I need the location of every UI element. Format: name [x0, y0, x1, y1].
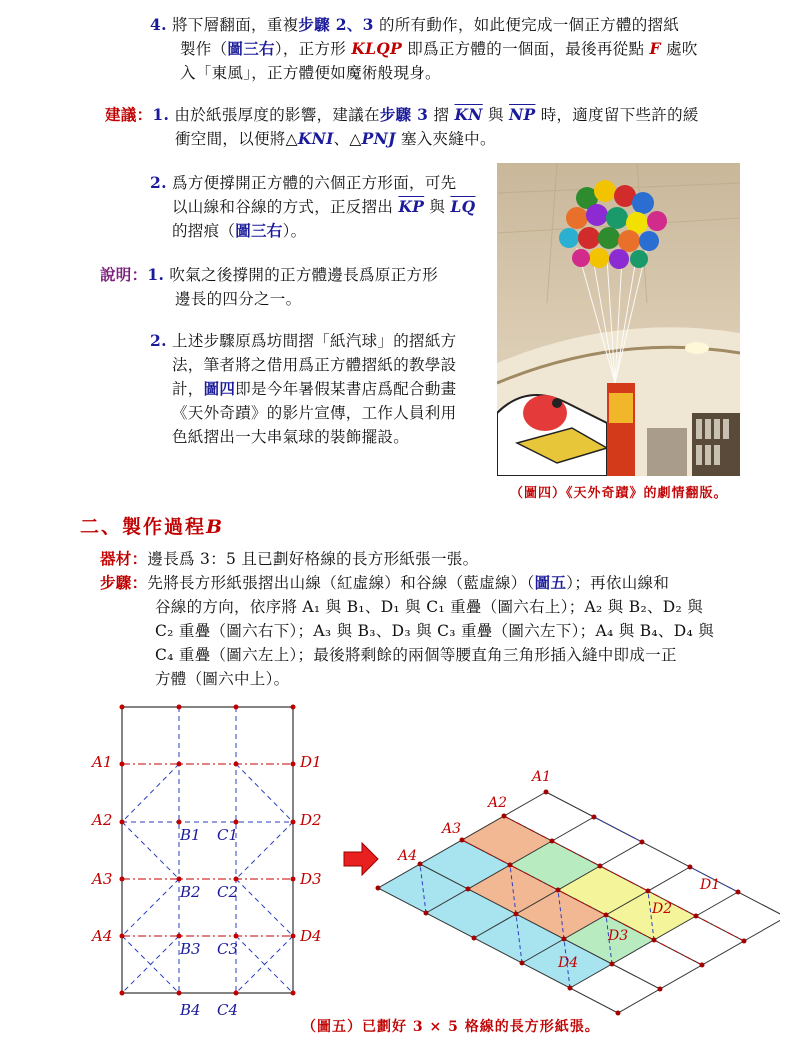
balloon-photo [497, 163, 740, 476]
text: 衝空間，以便將△ [175, 130, 298, 148]
math-segment: $\overline{LQ}$ [450, 197, 476, 216]
iso-label-d: D4 [558, 955, 579, 971]
text: 製作（ [180, 40, 228, 58]
flat-sheet [90, 705, 322, 1020]
explain-line1 [100, 264, 438, 286]
materials-label: 器材： [100, 549, 148, 568]
isometric-sheet [376, 769, 781, 1016]
text: 將下層翻面，重複 [172, 16, 299, 34]
steps-line4: C₄ 重疊（圖六左上）；最後將剩餘的兩個等腰直角三角形插入縫中即成一正 [155, 646, 677, 664]
iso-label-d: D1 [700, 877, 721, 893]
math-segment: $\overline{KP}$ [398, 197, 425, 216]
suggest2-line3 [172, 220, 306, 242]
text: 上述步驟原爲坊間摺「紙汽球」的摺紙方 [172, 332, 457, 350]
label-d: D1 [300, 753, 322, 771]
suggest2-line2 [172, 196, 475, 218]
step-ref: 步驟 3 [379, 105, 429, 124]
text: 時，適度留下些許的緩 [540, 106, 699, 124]
math-var: KNI [297, 129, 334, 148]
explain2-line3 [172, 378, 456, 400]
materials-text: 邊長爲 3：5 且已劃好格線的長方形紙張一張。 [147, 550, 479, 568]
steps-line3: C₂ 重疊（圖六右下）；A₃ 與 B₃、D₃ 與 C₃ 重疊（圖六左下）；A₄ 與 B₄、D₄ 與 [155, 622, 714, 640]
text: ），正方形 [274, 40, 347, 58]
figure-ref: 圖五 [534, 573, 567, 592]
step4-number: 4. [150, 15, 167, 34]
text: 的摺痕（ [172, 222, 236, 240]
text: ）；再依山線和 [566, 574, 670, 592]
arrow-right-icon [344, 843, 378, 875]
steps-label: 步驟： [100, 573, 148, 592]
materials-line [100, 548, 478, 570]
text: 以山線和谷線的方式，正反摺出 [172, 198, 394, 216]
math-var: KLQP [351, 39, 403, 58]
figure-five-caption: （圖五）已劃好 3 × 5 格線的長方形紙張。 [302, 1019, 600, 1035]
explain2-line1 [150, 330, 456, 352]
label-a: A4 [92, 927, 113, 945]
iso-label-d: D3 [608, 928, 629, 944]
math-var: F [649, 39, 661, 58]
label-b: B2 [180, 883, 201, 901]
text: 處吹 [666, 40, 698, 58]
explain-label: 說明： [100, 265, 148, 284]
text: 的所有動作，如此便完成一個正方體的摺紙 [378, 16, 680, 34]
item-number: 2. [150, 331, 167, 350]
iso-label-a: A4 [398, 848, 418, 864]
text: 即爲正方體的一個面，最後再從點 [407, 40, 645, 58]
step4-line2 [180, 38, 698, 60]
figure-ref: 圖三右 [235, 221, 283, 240]
figure-ref: 圖四 [203, 379, 236, 398]
math-segment: $\overline{NP}$ [509, 105, 536, 124]
steps-line1 [100, 572, 669, 594]
figure-five-diagram [80, 695, 780, 1040]
text: 由於紙張厚度的影響，建議在 [174, 106, 380, 124]
label-c: C1 [217, 826, 239, 844]
section-title: 二、製作過程 [80, 516, 207, 538]
label-c: C2 [217, 883, 239, 901]
label-b: B4 [180, 1001, 201, 1019]
iso-label-d: D2 [652, 901, 673, 917]
text: 與 [429, 198, 446, 216]
item-number: 2. [150, 173, 167, 192]
label-d: D2 [300, 811, 322, 829]
text: 摺 [433, 106, 450, 124]
text: 吹氣之後撐開的正方體邊長爲原正方形 [169, 266, 439, 284]
photo-caption: （圖四）《天外奇蹟》的劇情翻版。 [510, 486, 728, 501]
text: 即是今年暑假某書店爲配合動畫 [235, 380, 457, 398]
label-b: B3 [180, 940, 201, 958]
suggest-line2 [175, 128, 496, 150]
step4-line1 [150, 14, 679, 36]
iso-label-a: A1 [532, 769, 552, 785]
label-c: C4 [217, 1001, 239, 1019]
text: 、△ [333, 130, 362, 148]
label-a: A2 [92, 811, 113, 829]
label-c: C3 [217, 940, 239, 958]
text: 計， [172, 380, 204, 398]
iso-label-a: A2 [488, 795, 508, 811]
text: ）。 [282, 222, 307, 240]
explain2-line2: 法，筆者將之借用爲正方體摺紙的教學設 [172, 356, 457, 374]
iso-label-a: A3 [442, 821, 462, 837]
label-d: D4 [300, 927, 322, 945]
suggest2-line1 [150, 172, 456, 194]
steps-line2: 谷線的方向，依序將 A₁ 與 B₁、D₁ 與 C₁ 重疊（圖六右上）；A₂ 與 B₂、D₂ 與 [155, 598, 704, 616]
explain2-line4: 《天外奇蹟》的影片宣傳，工作人員利用 [172, 404, 457, 422]
suggest-line1 [105, 104, 699, 126]
suggest-label: 建議： [105, 105, 153, 124]
text: 先將長方形紙張摺出山線（紅虛線）和谷線（藍虛線）（ [147, 574, 535, 592]
step-ref: 步驟 2、3 [298, 15, 374, 34]
math-segment: $\overline{KN}$ [454, 105, 483, 124]
section-heading [80, 512, 224, 539]
explain2-line5: 色紙摺出一大串氣球的裝飾擺設。 [172, 428, 410, 446]
steps-line5: 方體（圖六中上）。 [155, 670, 290, 688]
text: 爲方便撐開正方體的六個正方形面，可先 [172, 174, 457, 192]
text: 與 [487, 106, 504, 124]
item-number: 1. [152, 105, 170, 124]
label-a: A3 [92, 870, 113, 888]
label-b: B1 [180, 826, 201, 844]
math-var: PNJ [361, 129, 396, 148]
explain-line2: 邊長的四分之一。 [175, 290, 302, 308]
item-number: 1. [147, 265, 165, 284]
label-a: A1 [92, 753, 113, 771]
step4-line3: 入「東風」，正方體便如魔術般現身。 [180, 64, 441, 82]
label-d: D3 [300, 870, 322, 888]
figure-ref: 圖三右 [227, 39, 275, 58]
section-letter: B [206, 516, 225, 538]
text: 塞入夾縫中。 [400, 130, 496, 148]
